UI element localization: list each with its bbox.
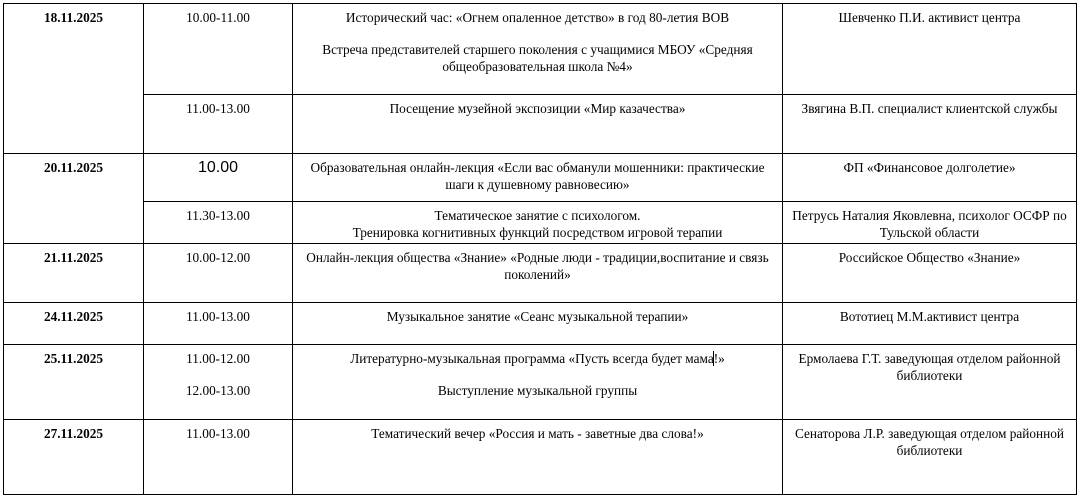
event-title (297, 350, 778, 367)
time-value: 12.00-13.00 (185, 383, 251, 398)
organizer-cell: Петрусь Наталия Яковлевна, психолог ОСФР по Тульской области (783, 202, 1077, 244)
time-cell (144, 345, 293, 420)
event-cell: Музыкальное занятие «Сеанс музыкальной терапии» (293, 303, 783, 345)
organizer-cell: Звягина В.П. специалист клиентской службы (783, 95, 1077, 154)
event-cell (293, 202, 783, 244)
time-cell: 11.00-13.00 (144, 95, 293, 154)
organizer-cell: Сенаторова Л.Р. заведующая отделом районной библиотеки (783, 420, 1077, 495)
date-cell: 18.11.2025 (4, 4, 144, 154)
schedule-table (3, 3, 1077, 495)
event-cell: Тематический вечер «Россия и мать - заветные два слова!» (293, 420, 783, 495)
date-cell: 24.11.2025 (4, 303, 144, 345)
date-cell: 21.11.2025 (4, 244, 144, 303)
organizer-cell: Шевченко П.И. активист центра (783, 4, 1077, 95)
event-title-text: Литературно-музыкальная программа «Пусть всегда будет мама (350, 351, 714, 366)
table-row (4, 154, 1077, 202)
time-cell: 11.00-13.00 (144, 303, 293, 345)
date-cell: 27.11.2025 (4, 420, 144, 495)
event-description: Выступление музыкальной группы (437, 383, 638, 398)
table-row (4, 244, 1077, 303)
time-cell: 11.00-13.00 (144, 420, 293, 495)
time-value: 11.00-12.00 (186, 351, 250, 366)
event-cell (293, 345, 783, 420)
event-description: Встреча представителей старшего поколения с учащимися МБОУ «Средняя общеобразовательная школа №4» (322, 42, 753, 74)
text-cursor[interactable]: !» (713, 351, 725, 366)
time-value: 10.00 (197, 159, 239, 176)
event-cell (293, 4, 783, 95)
table-row (4, 202, 1077, 244)
time-cell: 10.00-12.00 (144, 244, 293, 303)
organizer-cell: Вототиец М.М.активист центра (783, 303, 1077, 345)
table-row (4, 95, 1077, 154)
organizer-cell: Российское Общество «Знание» (783, 244, 1077, 303)
time-cell (144, 154, 293, 202)
event-title: Исторический час: «Огнем опаленное детство» в год 80-летия ВОВ (345, 10, 730, 25)
event-cell: Посещение музейной экспозиции «Мир казачества» (293, 95, 783, 154)
date-cell: 25.11.2025 (4, 345, 144, 420)
table-row (4, 4, 1077, 95)
organizer-cell: ФП «Финансовое долголетие» (783, 154, 1077, 202)
table-row (4, 303, 1077, 345)
date-cell: 20.11.2025 (4, 154, 144, 244)
table-row (4, 420, 1077, 495)
event-cell: Онлайн-лекция общества «Знание» «Родные люди - традиции,воспитание и связь поколений» (293, 244, 783, 303)
event-description: Тренировка когнитивных функций посредством игровой терапии (352, 225, 723, 240)
time-cell: 11.30-13.00 (144, 202, 293, 244)
event-cell: Образовательная онлайн-лекция «Если вас обманули мошенники: практические шаги к душевному равновесию» (293, 154, 783, 202)
organizer-cell: Ермолаева Г.Т. заведующая отделом районной библиотеки (783, 345, 1077, 420)
time-cell: 10.00-11.00 (144, 4, 293, 95)
event-title: Тематическое занятие с психологом. (434, 208, 641, 223)
table-row (4, 345, 1077, 420)
